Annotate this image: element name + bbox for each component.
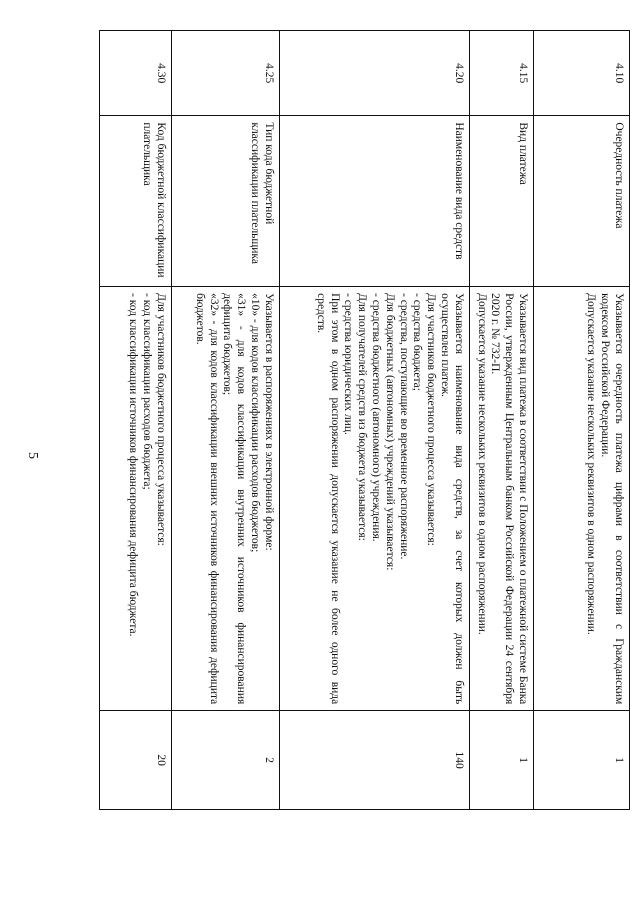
table-row [534,31,630,810]
description-line: Для бюджетных (автономных) учреждений указывается: [383,293,396,571]
requisites-table [99,30,630,810]
requisite-name: Код бюджетной классификации плательщика [99,116,171,287]
table-row [99,31,171,810]
description-line: Для участников бюджетного процесса указывается: [425,293,438,546]
description-line: - средства бюджета; [411,293,424,391]
description-line: «32» - для кодов классификации внешних источников финансирования дефицита бюджетов. [193,293,220,705]
requisite-length: 20 [99,711,171,810]
requisite-name: Наименование вида средств [279,116,469,287]
requisite-length: 1 [469,711,533,810]
description-line: Указывается вид платежа в соответствии с Положением о платежной системе Банка России, утвержденным Центральным банком Российской Федерации 24 сентября 2020 г. № 732-П. [489,293,529,705]
description-line: Указывается в распоряжениях в электронной форме: [262,293,275,551]
requisite-description [534,287,630,711]
description-line: - код классификации расходов бюджета; [141,293,154,490]
row-number: 4.15 [469,31,533,116]
rotated-table-container [100,30,630,810]
description-line: Указывается очередность платежа цифрами в соответствии с Гражданским кодексом Российской Федерации. [599,293,625,705]
description-line: Допускается указание нескольких реквизитов в одном распоряжении. [475,293,488,635]
row-number: 4.25 [171,31,279,116]
description-line: - средства, поступающие во временное распоряжение. [397,293,410,560]
description-line: - средства бюджетного (автономного) учреждения. [370,293,383,542]
requisite-name: Очередность платежа [534,116,630,287]
requisite-length: 1 [534,711,630,810]
description-line: При этом в одном распоряжении допускается указание не более одного вида средств. [314,293,341,705]
requisite-length: 140 [279,711,469,810]
description-line: Для участников бюджетного процесса указывается: [154,293,167,546]
description-line: «10» - для кодов классификации расходов бюджетов; [249,293,262,553]
requisite-length: 2 [171,711,279,810]
description-line: Для получателей средств из бюджета указывается: [356,293,369,541]
description-line: Указывается наименование вида средств, за счет которых должен быть осуществлен платеж. [439,293,465,705]
description-line: «31» - для кодов классификации внутренних источников финансирования дефицита бюджетов; [221,293,248,705]
requisite-description [171,287,279,711]
description-line: - средства юридических лиц. [342,293,355,435]
table-row [279,31,469,810]
row-number: 4.10 [534,31,630,116]
requisite-description [469,287,533,711]
row-number: 4.30 [99,31,171,116]
requisite-name: Тип кода бюджетной классификации плательщика [171,116,279,287]
description-line: Допускается указание нескольких реквизитов в одном распоряжении. [585,293,598,635]
requisite-description [99,287,171,711]
requisite-description [279,287,469,711]
page-number: 5 [25,452,40,459]
requisite-name: Вид платежа [469,116,533,287]
description-line: - код классификации источников финансирования дефицита бюджета. [127,293,140,637]
row-number: 4.20 [279,31,469,116]
table-row [171,31,279,810]
table-row [469,31,533,810]
